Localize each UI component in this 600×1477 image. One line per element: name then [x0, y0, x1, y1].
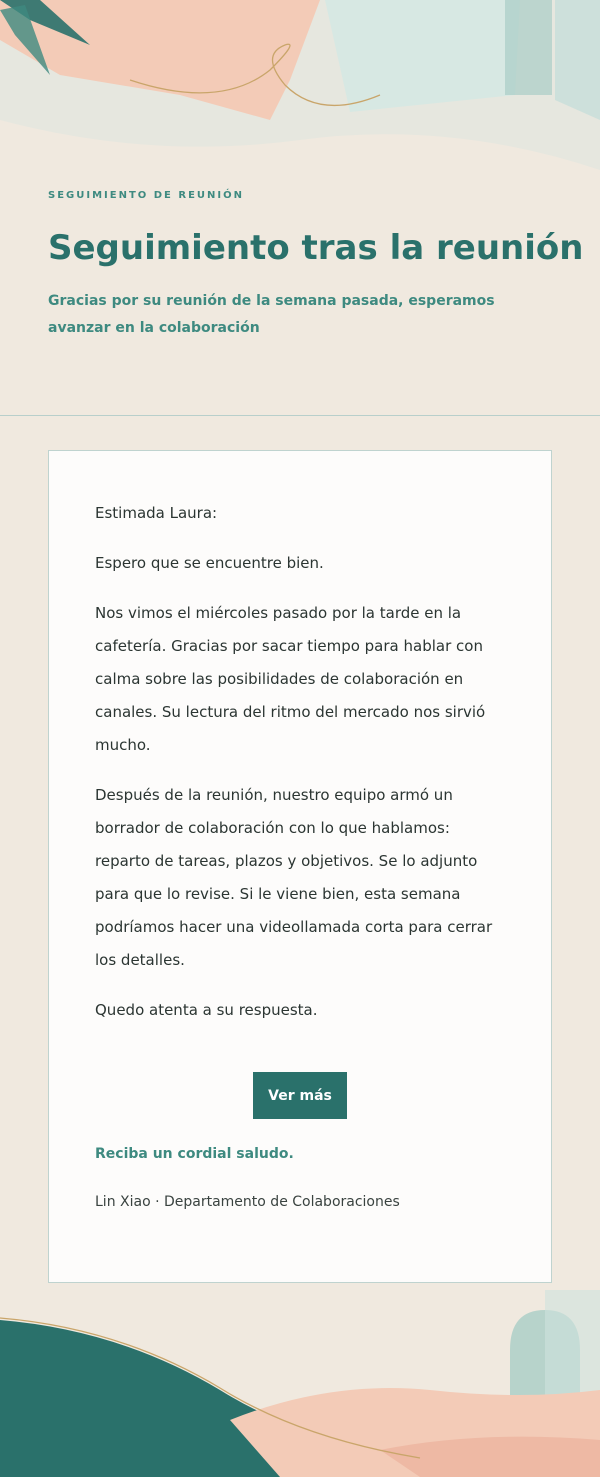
letter-paragraph: Nos vimos el miércoles pasado por la tarde en la cafetería. Gracias por sacar tiempo para hablar con calma sobre las posibilidades de colaboración en canales. Su lectura del ritmo del mercado nos sirvió mucho.: [95, 604, 486, 754]
see-more-button[interactable]: Ver más: [253, 1072, 347, 1119]
letter-card: [48, 450, 552, 1283]
page-subtitle: Gracias por su reunión de la semana pasada, esperamos avanzar en la colaboración: [48, 293, 495, 336]
letter-paragraph: Después de la reunión, nuestro equipo armó un borrador de colaboración con lo que hablamos: reparto de tareas, plazos y objetivos. Se lo adjunto para que lo revise. Si le viene bien, esta semana podríamos hacer una videollamada corta para cerrar los detalles.: [95, 786, 493, 969]
mint-paper-shape: [325, 0, 520, 112]
footer-illustration: [0, 1290, 600, 1477]
header-illustration: [0, 0, 600, 180]
letter-closing: Reciba un cordial saludo.: [95, 1146, 294, 1162]
page-title: Seguimiento tras la reunión: [48, 228, 584, 268]
letter-paragraph: Quedo atenta a su respuesta.: [95, 1001, 318, 1019]
letter-signature: Lin Xiao · Departamento de Colaboraciones: [95, 1194, 400, 1210]
header-divider: [0, 415, 600, 416]
letter-paragraph: Espero que se encuentre bien.: [95, 554, 324, 572]
eyebrow-label: SEGUIMIENTO DE REUNIÓN: [48, 190, 244, 201]
letter-body: [95, 497, 505, 1044]
letter-greeting: Estimada Laura:: [95, 504, 218, 522]
